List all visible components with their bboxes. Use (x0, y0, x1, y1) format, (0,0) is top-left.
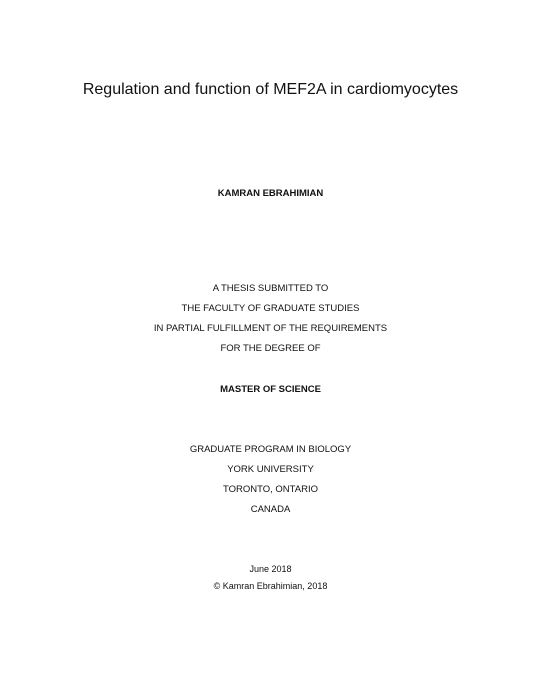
thesis-statement-line-1: A THESIS SUBMITTED TO (212, 283, 329, 294)
copyright-notice: © Kamran Ebrahimian, 2018 (213, 581, 328, 591)
submission-date: June 2018 (249, 564, 292, 574)
degree-name: MASTER OF SCIENCE (220, 384, 321, 395)
author-name: KAMRAN EBRAHIMIAN (217, 188, 324, 199)
institution-line-3: TORONTO, ONTARIO (222, 484, 318, 495)
institution-line-1: GRADUATE PROGRAM IN BIOLOGY (189, 444, 352, 455)
institution-line-4: CANADA (250, 504, 291, 515)
institution-line-2: YORK UNIVERSITY (227, 464, 314, 475)
thesis-statement-line-3: IN PARTIAL FULFILLMENT OF THE REQUIREMENTS (153, 323, 388, 334)
thesis-title: Regulation and function of MEF2A in cardiomyocytes (82, 81, 459, 98)
thesis-statement-line-2: THE FACULTY OF GRADUATE STUDIES (181, 303, 360, 314)
thesis-statement-line-4: FOR THE DEGREE OF (220, 343, 321, 354)
